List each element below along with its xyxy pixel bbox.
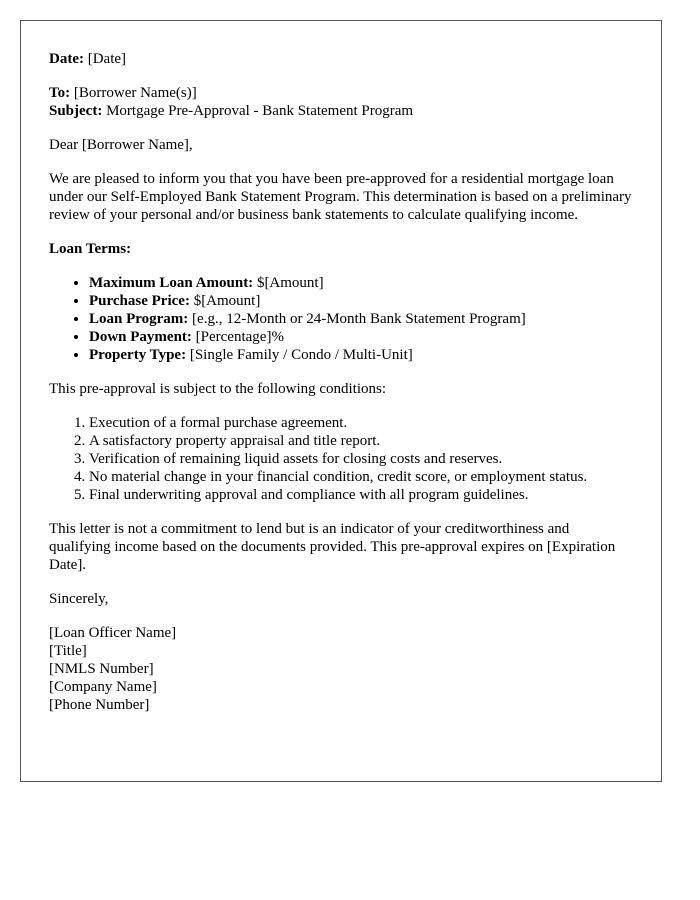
list-item: 2. A satisfactory property appraisal and title report. [89, 432, 633, 450]
conditions-list [49, 414, 633, 504]
recipient-value: [Borrower Name(s)] [73, 85, 197, 101]
date-line: Date: [Date] [49, 51, 127, 67]
list-item: • Loan Program: [e.g., 12-Month or 24-Month Bank Statement Program] [89, 310, 633, 328]
salutation: Dear [Borrower Name], [49, 137, 193, 153]
conditions-intro: This pre-approval is subject to the following conditions: [49, 381, 387, 397]
date-value: [Date] [87, 51, 127, 67]
list-item: 1. Execution of a formal purchase agreement. [89, 414, 633, 432]
intro-paragraph: We are pleased to inform you that you have been pre-approved for a residential mortgage loan under our Self-Employed Bank Statement Program. This determination is based on a preliminary review of your personal and/or business bank statements to calculate qualifying income. [49, 171, 632, 223]
list-item: 4. No material change in your financial condition, credit score, or employment status. [89, 468, 633, 486]
pre-approval-letter [20, 20, 662, 782]
list-item: • Maximum Loan Amount: $[Amount] [89, 274, 633, 292]
list-item: • Purchase Price: $[Amount] [89, 292, 633, 310]
signature-block: [Loan Officer Name] [Title] [NMLS Number] [Company Name] [Phone Number] [49, 625, 177, 713]
loan-terms-heading: Loan Terms: [49, 241, 132, 257]
closing: Sincerely, [49, 591, 109, 607]
recipient-block: To: [Borrower Name(s)] Subject: Mortgage Pre-Approval - Bank Statement Program [49, 85, 414, 119]
loan-terms-list [49, 274, 633, 364]
list-item: • Property Type: [Single Family / Condo / Multi-Unit] [89, 346, 633, 364]
disclaimer-paragraph: This letter is not a commitment to lend but is an indicator of your creditworthiness and qualifying income based on the documents provided. This pre-approval expires on [Expiration Date]. [49, 521, 616, 573]
list-item: 3. Verification of remaining liquid assets for closing costs and reserves. [89, 450, 633, 468]
list-item: 5. Final underwriting approval and compliance with all program guidelines. [89, 486, 633, 504]
list-item: • Down Payment: [Percentage]% [89, 328, 633, 346]
subject-value: Mortgage Pre-Approval - Bank Statement Program [106, 103, 414, 119]
